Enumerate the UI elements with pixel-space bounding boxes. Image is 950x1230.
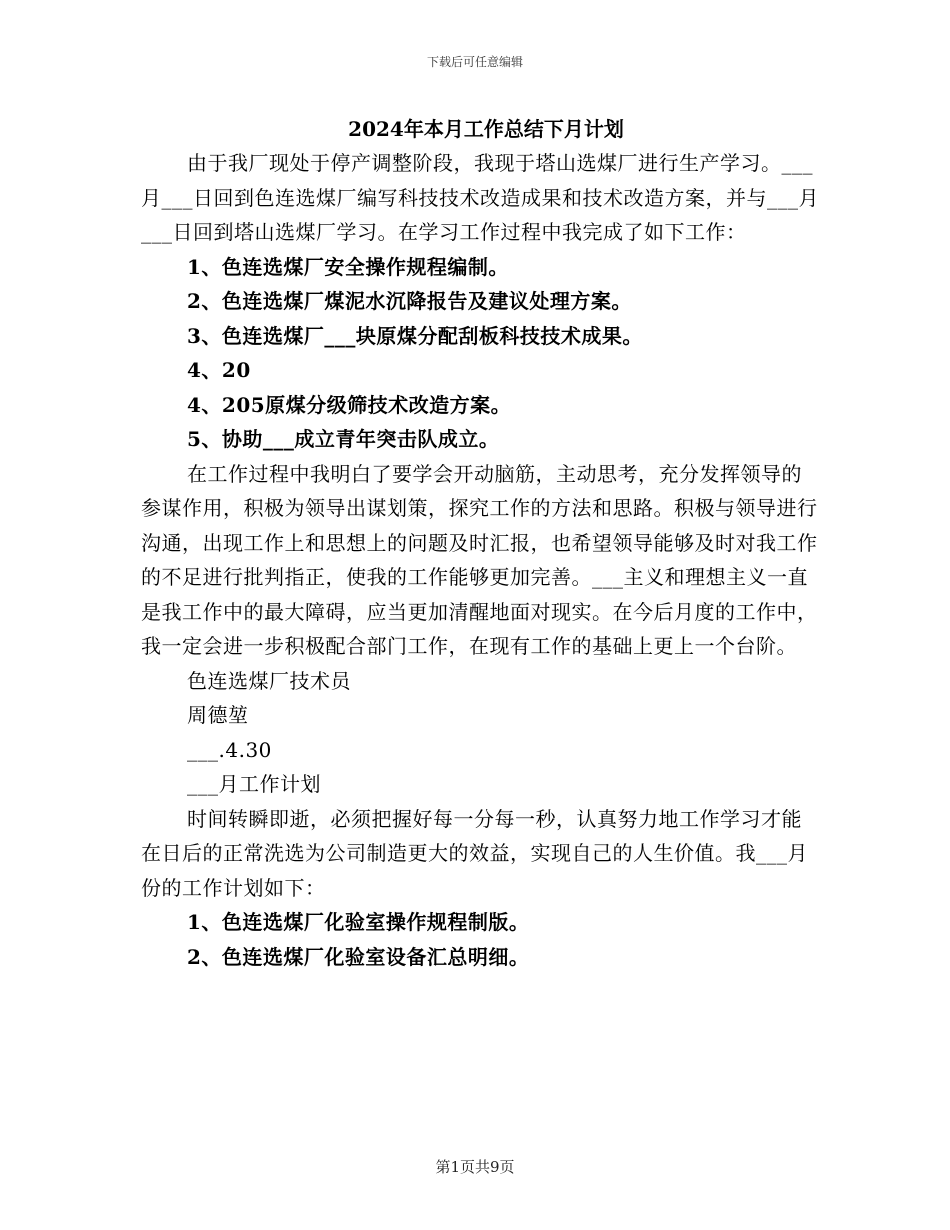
intro-paragraph: 由于我厂现处于停产调整阶段，我现于塔山选煤厂进行生产学习。___月___日回到色连选煤厂编写科技技术改造成果和技术改造方案，并与___月___日回到塔山选煤厂学习。在学习工作过程中我完成了如下工作： xyxy=(141,151,819,244)
plan-heading: ___月工作计划 xyxy=(187,772,321,796)
signature-date: ___.4.30 xyxy=(187,737,272,762)
plan-intro-paragraph: 时间转瞬即逝，必须把握好每一分每一秒，认真努力地工作学习才能在日后的正常洗选为公司制造更大的效益，实现自己的人生价值。我___月份的工作计划如下： xyxy=(141,806,808,900)
completed-work-list xyxy=(141,250,821,457)
document-title: 2024年本月工作总结下月计划 xyxy=(348,117,624,141)
signature-position: 色连选煤厂技术员 xyxy=(187,668,351,693)
reflection-paragraph: 在工作过程中我明白了要学会开动脑筋，主动思考，充分发挥领导的参谋作用，积极为领导出谋划策，探究工作的方法和思路。积极与领导进行沟通，出现工作上和思想上的问题及时汇报，也希望领导能够及时对我工作的不足进行批判指正，使我的工作能够更加完善。___主义和理想主义一直是我工作中的最大障碍，应当更加清醒地面对现实。在今后月度的工作中，我一定会进一步积极配合部门工作，在现有工作的基础上更上一个台阶。 xyxy=(141,461,818,658)
document-body xyxy=(141,112,821,974)
list-item: 2、色连选煤厂化验室设备汇总明细。 xyxy=(187,944,530,969)
plan-list xyxy=(141,905,821,974)
signature-name: 周德堃 xyxy=(187,703,249,727)
page-header: 下载后可任意编辑 xyxy=(426,55,523,69)
list-item: 3、色连选煤厂___块原煤分配刮板科技技术成果。 xyxy=(187,323,643,348)
list-item: 1、色连选煤厂安全操作规程编制。 xyxy=(187,254,509,279)
list-item: 1、色连选煤厂化验室操作规程制版。 xyxy=(187,910,530,934)
list-item: 5、协助___成立青年突击队成立。 xyxy=(187,427,500,451)
page-footer: 第1页共9页 xyxy=(435,1158,515,1176)
list-item: 2、色连选煤厂煤泥水沉降报告及建议处理方案。 xyxy=(187,289,632,313)
list-item: 4、20 xyxy=(187,358,251,382)
list-item: 4、205原煤分级筛技术改造方案。 xyxy=(187,392,512,417)
